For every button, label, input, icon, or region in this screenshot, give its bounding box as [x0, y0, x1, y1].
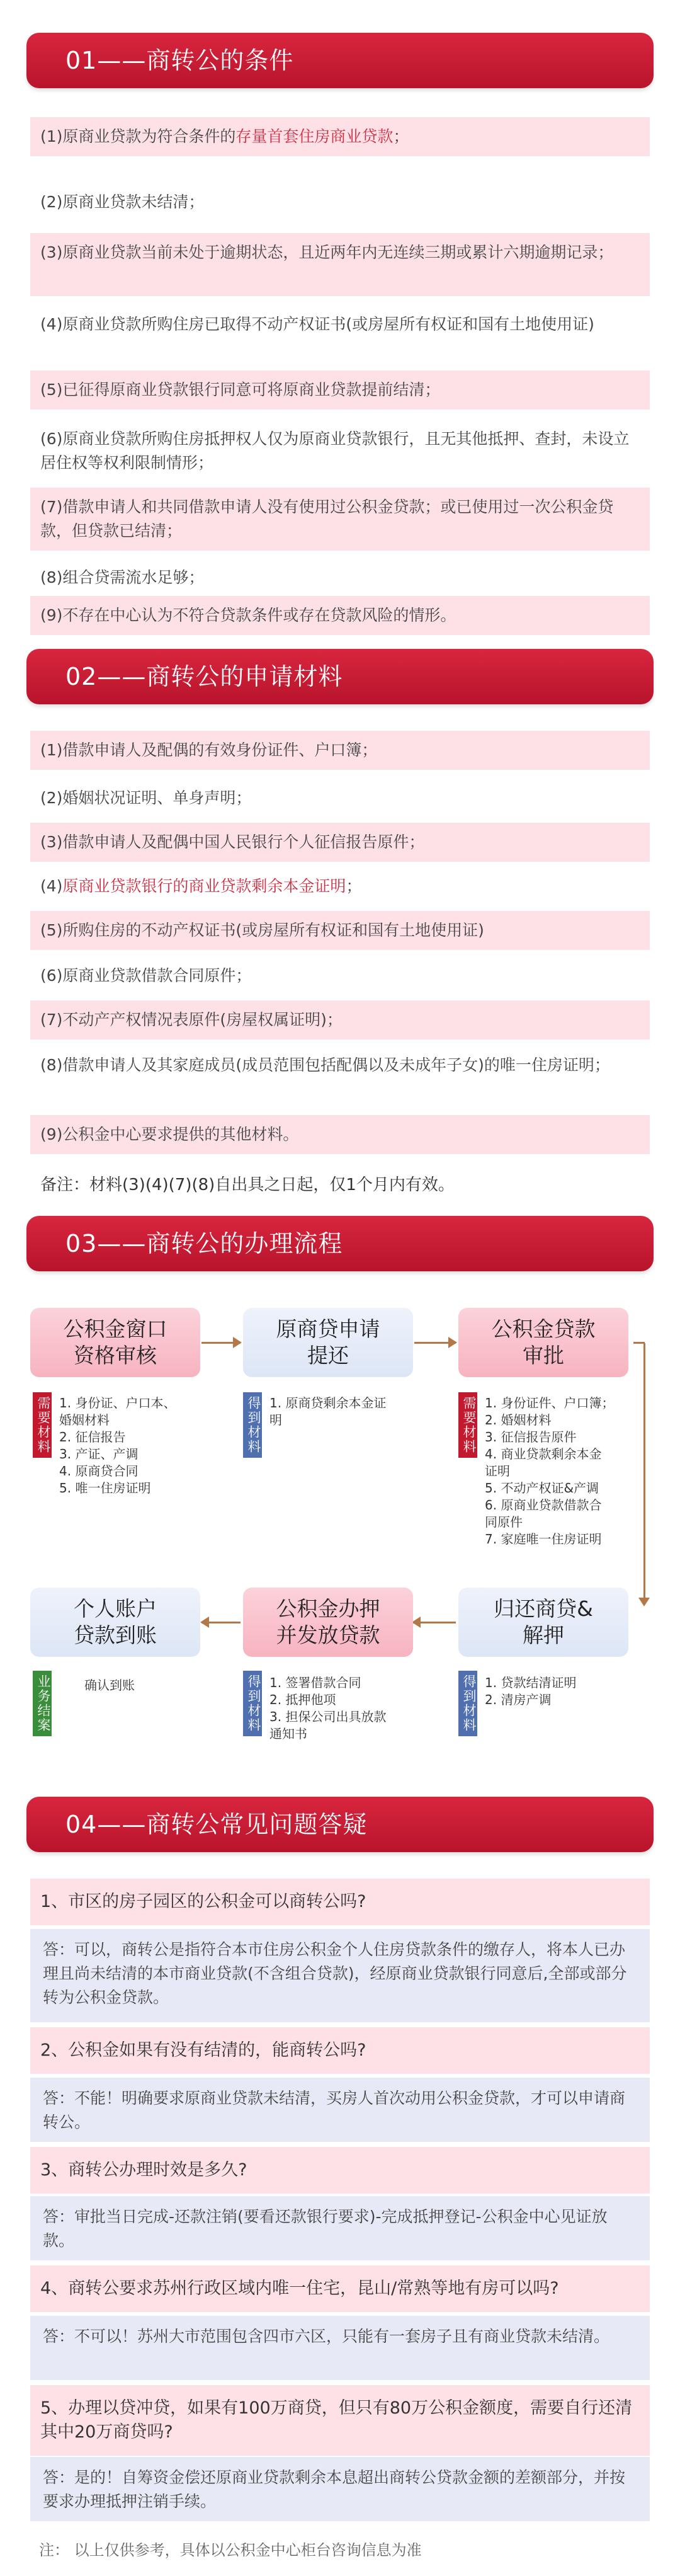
flow-arrow-left: [201, 1622, 241, 1623]
list-item: 1. 身份证、户口本、: [59, 1395, 176, 1411]
item-text: (5)所购住房的不动产权证书(或房屋所有权证和国有土地使用证): [40, 921, 484, 939]
flow-step-label: 公积金窗口 资格审核: [63, 1317, 167, 1368]
list-item: [30, 731, 650, 770]
flow-list-step5: [269, 1674, 386, 1743]
item-text: (5)已征得原商业贷款银行同意可将原商业贷款提前结清；: [40, 381, 441, 399]
item-text: (7)不动产产权情况表原件(房屋权属证明)；: [40, 1010, 343, 1029]
section3-title: 03——商转公的办理流程: [26, 1216, 654, 1271]
item-text: (2)婚姻状况证明、单身声明；: [40, 789, 252, 807]
flow-arrow-connector: [633, 1342, 645, 1344]
faq-question: 2、公积金如果有没有结清的，能商转公吗?: [30, 2027, 650, 2074]
tag-obtained-materials: 得到材料: [243, 1392, 262, 1458]
flow-step-label: 归还商贷& 解押: [494, 1596, 593, 1647]
faq-question: 5、办理以贷冲贷，如果有100万商贷，但只有80万公积金额度，需要自行还清其中20万商贷吗?: [30, 2385, 650, 2456]
item-highlight: 原商业贷款银行的商业贷款剩余本金证明: [62, 877, 346, 895]
flow-list-step6: [84, 1677, 135, 1694]
item-text: (1)原商业贷款为符合条件的: [40, 127, 236, 146]
list-item: 7. 家庭唯一住房证明: [485, 1531, 602, 1547]
section1-title: 01——商转公的条件: [26, 33, 654, 88]
list-item: 同原件: [485, 1514, 523, 1530]
list-item: 4. 原商贷合同: [59, 1463, 139, 1479]
flow-step-repayment-request: [243, 1308, 413, 1377]
list-item: 5. 不动产权证&产调: [485, 1480, 599, 1496]
flow-list-step1: [59, 1395, 176, 1497]
item-text-end: ；: [393, 127, 409, 146]
flow-step-loan-approval: [458, 1308, 628, 1377]
list-item: 2. 抵押他项: [269, 1692, 336, 1707]
flow-step-label: 个人账户 贷款到账: [74, 1596, 157, 1647]
list-item: 2. 清房产调: [485, 1692, 552, 1707]
flow-step-mortgage-disburse: [243, 1588, 413, 1657]
list-item: 明: [269, 1412, 282, 1428]
flow-list-step3: [485, 1395, 614, 1548]
materials-note: 备注：材料(3)(4)(7)(8)自出具之日起，仅1个月内有效。: [40, 1176, 455, 1194]
flow-arrow-right: [414, 1342, 456, 1344]
item-text: (8)借款申请人及其家庭成员(成员范围包括配偶以及未成年子女)的唯一住房证明；: [40, 1056, 610, 1074]
flow-step-repay-release: [458, 1588, 628, 1657]
list-item: 1. 签署借款合同: [269, 1675, 361, 1690]
flow-step-window-review: [30, 1308, 200, 1377]
list-item: 证明: [485, 1463, 510, 1479]
flow-arrow-left: [413, 1622, 456, 1623]
item-text: (3)借款申请人及配偶中国人民银行个人征信报告原件；: [40, 833, 425, 851]
tag-required-materials: 需要材料: [33, 1392, 52, 1458]
faq-question: 1、市区的房子园区的公积金可以商转公吗?: [30, 1879, 650, 1925]
list-item: 3. 担保公司出具放款: [269, 1709, 387, 1724]
list-item: [30, 558, 650, 597]
list-item: [30, 1046, 650, 1109]
item-highlight: 存量首套住房商业贷款: [235, 127, 394, 146]
faq-question: 4、商转公要求苏州行政区域内唯一住宅，昆山/常熟等地有房可以吗?: [30, 2265, 650, 2312]
flow-arrow-right: [201, 1342, 241, 1344]
list-item: [30, 183, 650, 222]
faq-answer: 答：审批当日完成-还款注销(要看还款银行要求)-完成抵押登记-公积金中心见证放款。: [30, 2196, 650, 2260]
list-item: 1. 原商贷剩余本金证: [269, 1395, 387, 1411]
list-item: [30, 596, 650, 635]
item-text: (9)不存在中心认为不符合贷款条件或存在贷款风险的情形。: [40, 606, 456, 624]
list-item: 2. 婚姻材料: [485, 1412, 552, 1428]
list-item: [30, 779, 650, 818]
item-text: (3)原商业贷款当前未处于逾期状态，且近两年内无连续三期或累计六期逾期记录；: [40, 243, 614, 261]
item-text: (8)组合贷需流水足够；: [40, 568, 205, 587]
faq-answer: 答：不能！明确要求原商业贷款未结清，买房人首次动用公积金贷款，才可以申请商转公。: [30, 2078, 650, 2142]
footnote: 注： 以上仅供参考，具体以公积金中心柜台咨询信息为准: [39, 2541, 422, 2559]
faq-question: 3、商转公办理时效是多久?: [30, 2147, 650, 2194]
list-item: [30, 956, 650, 995]
list-item: 1. 身份证件、户口簿；: [485, 1395, 615, 1411]
item-text: (7)借款申请人和共同借款申请人没有使用过公积金贷款；或已使用过一次公积金贷款，但贷款已结清；: [40, 498, 614, 540]
list-item: 确认到账: [84, 1678, 135, 1693]
tag-obtained-materials: 得到材料: [243, 1671, 262, 1736]
faq-answer: 答：可以，商转公是指符合本市住房公积金个人住房贷款条件的缴存人，将本人已办理且尚未结清的本市商业贷款(不含组合贷款)，经原商业贷款银行同意后,全部或部分转为公积金贷款。: [30, 1929, 650, 2022]
list-item: [30, 823, 650, 862]
list-item: 2. 征信报告: [59, 1429, 126, 1445]
flow-list-step2: [269, 1395, 386, 1429]
list-item: 3. 征信报告原件: [485, 1429, 577, 1445]
flow-step-label: 原商贷申请 提还: [276, 1317, 380, 1368]
list-item: [30, 1115, 650, 1154]
list-item: 1. 贷款结清证明: [485, 1675, 577, 1690]
item-text-end: ；: [346, 877, 362, 895]
section4-title: 04——商转公常见问题答疑: [26, 1797, 654, 1852]
faq-answer: 答：不可以！苏州大市范围包含四市六区，只能有一套房子且有商业贷款未结清。: [30, 2316, 650, 2380]
item-text: (6)原商业贷款借款合同原件；: [40, 966, 252, 985]
list-item: [30, 370, 650, 409]
list-item: [30, 420, 650, 483]
flow-step-label: 公积金办押 并发放贷款: [276, 1596, 380, 1647]
list-item: 3. 产证、产调: [59, 1446, 139, 1462]
section2-title: 02——商转公的申请材料: [26, 649, 654, 704]
list-item: 5. 唯一住房证明: [59, 1480, 151, 1496]
flow-step-label: 公积金贷款 审批: [491, 1317, 596, 1368]
list-item: [30, 1000, 650, 1039]
list-item: 4. 商业贷款剩余本金: [485, 1446, 602, 1462]
list-item: [30, 488, 650, 551]
item-text: (9)公积金中心要求提供的其他材料。: [40, 1125, 299, 1143]
item-text: (1)借款申请人及配偶的有效身份证件、户口簿；: [40, 741, 378, 759]
item-text: (4)原商业贷款所购住房已取得不动产权证书(或房屋所有权证和国有土地使用证): [40, 315, 594, 333]
tag-obtained-materials: 得到材料: [458, 1671, 477, 1736]
list-item: [30, 305, 650, 368]
flow-list-step4: [485, 1674, 576, 1709]
list-item: 6. 原商业贷款借款合: [485, 1497, 602, 1513]
tag-required-materials: 需要材料: [458, 1392, 477, 1458]
list-item: [30, 911, 650, 950]
list-item: 婚姻材料: [59, 1412, 110, 1428]
list-item: [30, 867, 650, 906]
tag-case-closed: 业务结案: [33, 1671, 52, 1736]
item-text: (6)原商业贷款所购住房抵押权人仅为原商业贷款银行，且无其他抵押、查封，未设立居住权等权利限制情形；: [40, 430, 630, 472]
flow-arrow-down: [643, 1343, 645, 1604]
list-item: [30, 117, 650, 156]
list-item: [30, 233, 650, 296]
item-text: (4): [40, 877, 63, 895]
flow-step-funds-arrive: [30, 1588, 200, 1657]
list-item: 通知书: [269, 1726, 307, 1741]
item-text: (2)原商业贷款未结清；: [40, 193, 205, 211]
faq-answer: 答：是的！自筹资金偿还原商业贷款剩余本息超出商转公贷款金额的差额部分，并按要求办理抵押注销手续。: [30, 2457, 650, 2521]
